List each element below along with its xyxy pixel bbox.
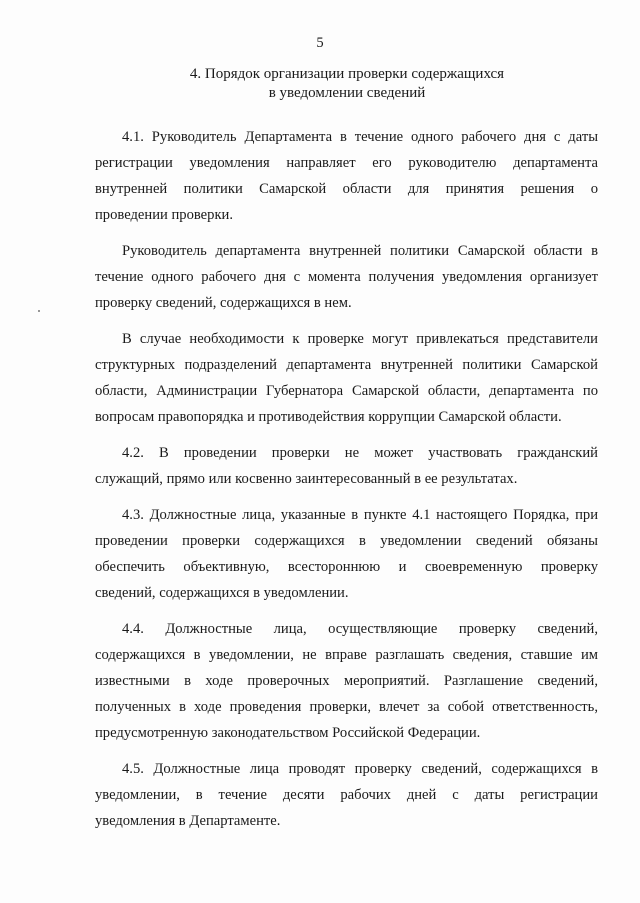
text-line: внутренней политики Самарской области для принятия решения о [95, 181, 598, 197]
text-line: проверку сведений, содержащихся в нем. [95, 295, 352, 311]
text-line: 4.5. Должностные лица проводят проверку сведений, содержащихся в [122, 761, 598, 777]
text-line: предусмотренную законодательством Российской Федерации. [95, 725, 481, 741]
text-line: 4.4. Должностные лица, осуществляющие проверку сведений, [122, 621, 598, 637]
paragraph-4-1 [95, 124, 598, 228]
text-line: уведомления в Департаменте. [95, 813, 281, 829]
text-line: проведении проверки содержащихся в уведомлении сведений обязаны [95, 533, 598, 549]
text-line: 4.1. Руководитель Департамента в течение одного рабочего дня с даты [122, 129, 598, 145]
paragraph-4-4 [95, 616, 598, 746]
section-heading-line-1: 4. Порядок организации проверки содержащихся [189, 66, 505, 82]
text-line: уведомлении, в течение десяти рабочих дней с даты регистрации [95, 787, 598, 803]
text-line: В случае необходимости к проверке могут привлекаться представители [122, 331, 598, 347]
paragraph-4-5 [95, 756, 598, 834]
page-number: 5 [316, 35, 324, 51]
text-line: известными в ходе проверочных мероприятий. Разглашение сведений, [95, 673, 598, 689]
text-line: регистрации уведомления направляет его руководителю департамента [95, 155, 598, 171]
section-heading-line-2: в уведомлении сведений [268, 85, 426, 101]
text-line: течение одного рабочего дня с момента получения уведомления организует [95, 269, 598, 285]
document-body [95, 124, 598, 844]
text-line: служащий, прямо или косвенно заинтересованный в ее результатах. [95, 471, 518, 487]
text-line: 4.3. Должностные лица, указанные в пункте 4.1 настоящего Порядка, при [122, 507, 598, 523]
paragraph-4-1-head-review [95, 238, 598, 316]
paragraph-4-2 [95, 440, 598, 492]
text-line: содержащихся в уведомлении, не вправе разглашать сведения, ставшие им [95, 647, 598, 663]
paragraph-4-3 [95, 502, 598, 606]
text-line: полученных в ходе проведения проверки, влечет за собой ответственность, [95, 699, 598, 715]
text-line: 4.2. В проведении проверки не может участвовать гражданский [122, 445, 598, 461]
scan-margin-mark [38, 310, 40, 312]
text-line: Руководитель департамента внутренней политики Самарской области в [122, 243, 598, 259]
text-line: сведений, содержащихся в уведомлении. [95, 585, 349, 601]
section-heading [100, 65, 594, 103]
text-line: вопросам правопорядка и противодействия коррупции Самарской области. [95, 409, 562, 425]
text-line: проведении проверки. [95, 207, 234, 223]
text-line: обеспечить объективную, всестороннюю и своевременную проверку [95, 559, 598, 575]
text-line: структурных подразделений департамента внутренней политики Самарской [95, 357, 598, 373]
text-line: области, Администрации Губернатора Самарской области, департамента по [95, 383, 598, 399]
paragraph-4-1-involvement [95, 326, 598, 430]
